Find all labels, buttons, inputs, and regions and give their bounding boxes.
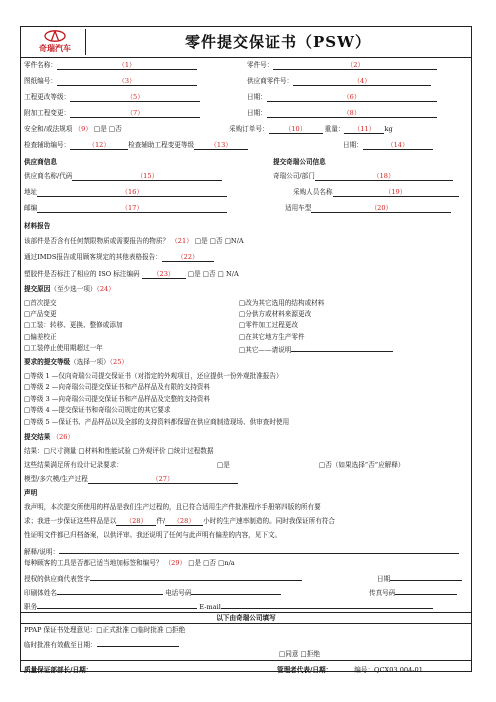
manager-sign: 管理者代表/日期： 编号：QCX03.004-01 [277,663,423,675]
row-add-change: 附加工程变更： （7） [24,109,200,118]
reasons-right-list [239,298,393,356]
aid-no-field[interactable]: （12） [70,141,128,150]
brand-name: 奇瑞汽车 [39,44,71,53]
fax-row: 传真号码 [369,586,457,598]
sign-date-field[interactable] [390,572,462,581]
chery-info-title: 提交奇瑞公司信息 [273,158,326,166]
materials-title: 材料报告 [24,222,51,230]
contact-row: 印刷体姓名 电话号码 [24,586,281,598]
position-field[interactable] [37,600,197,609]
reason-option[interactable]: □改为其它选用的结构或材料 [239,299,325,307]
reason-option[interactable]: □其它——请说明 [239,345,292,354]
reason-option[interactable]: □在其它地方生产零件 [239,332,305,341]
address-field[interactable]: （16） [37,188,227,197]
row-address: 地址 （16） [24,188,227,197]
materials-q3: 塑胶件是否标注了相应的 ISO 标注编码 （23） □是 □否 □ N/A [24,270,239,278]
row-vehicle: 适用车型 （20） [285,204,451,213]
row-safety: 安全和/或法规项 （9） □是 □否 [24,125,122,133]
declaration-p1: 我声明，本次提交所使用的样品是我们生产过程的，且已符合适用生产件批准程序手册第四版的所有要 [24,503,321,511]
email-field[interactable] [221,600,433,609]
row-part-no: 零件号： （2） [247,61,437,70]
fax-field[interactable] [395,586,457,595]
reason-option[interactable]: □产品变更 [24,310,57,319]
declaration-p3: 性证明文件都已归档备案，以供评审。我还说明了任何与此声明有偏差的内容，见下文。 [24,531,282,539]
level-option[interactable]: □等级 2 —向奇瑞公司提交保证书和产品样品及有限的支持资料 [24,383,211,392]
row-part-name: 零件名称： （1） [24,61,197,70]
temp-approval-row: 临时批准有效截至日期： [24,638,179,650]
reasons-title: 提交原因（至少选一项）（24） [24,285,115,293]
chery-dept-field[interactable]: （18） [315,172,453,181]
results-title: 提交结果 （26） [24,433,75,441]
imds-field[interactable]: （22） [162,253,214,262]
materials-q1: 该部件是否含有任何禁限物质或需要报告的物质？ （21） □是 □否 □N/A [24,237,244,245]
signature-row: 授权的供应商代表签字 [24,572,302,584]
form-header [21,27,471,58]
psw-form [20,26,472,672]
level-option[interactable]: □等级 1 —仅向奇瑞公司提交保证书（对指定的外观项目，还应提供一份外观批准报告） [24,372,283,380]
reason-option[interactable]: □零件加工过程更改 [239,321,298,330]
rate-pieces-field[interactable]: （28） [116,517,156,526]
process-field[interactable]: （27） [88,475,238,484]
postcode-field[interactable]: （17） [37,204,227,213]
row-date2: 日期： （8） [247,109,437,118]
materials-q2: 通过IMDS报告或用顾客规定的其他表格报告： （22） [24,253,214,262]
row-postcode: 邮编 （17） [24,204,227,213]
row-aid: 检查辅助编号： （12） 检查辅助工程变更等级 （13） [24,141,248,150]
rate-hours-field[interactable]: （28） [165,517,203,526]
row-supplier-name: 供应商名称/代码 （15） [24,172,222,181]
explanation: 解释/说明： [24,545,459,557]
materials-q3-options[interactable]: □是 □否 □ N/A [187,270,239,278]
results-yes[interactable]: □是 [217,461,230,469]
row-drawing-no: 图纸编号： （3） [24,77,197,86]
row-buyer: 采购人员名称 （19） [293,188,459,197]
temp-approval-date-field[interactable] [97,638,179,647]
supplier-info-title: 供应商信息 [24,158,57,166]
agree-options[interactable]: □同意 □拒绝 [279,650,320,658]
results-no[interactable]: □否（如果选择“否”应解释） [319,461,405,469]
results-design-req: 这些结果满足所有设计记录要求： [24,461,123,469]
eng-change-field[interactable]: （5） [70,93,200,102]
divider [21,660,471,661]
row-chery-dept: 奇瑞公司/部门 （18） [273,172,453,181]
chery-section-title: 以下由奇瑞公司填写 [216,614,276,622]
divider [21,623,471,624]
reason-option[interactable]: □分供方或材料来源更改 [239,310,312,319]
date1-field[interactable]: （6） [267,93,437,102]
print-name-field[interactable] [57,586,163,595]
safety-checkboxes[interactable]: □是 □否 [94,125,122,133]
aid-level-field[interactable]: （13） [194,141,248,150]
part-name-field[interactable]: （1） [57,61,197,70]
other-reason-field[interactable] [291,343,393,352]
level-option[interactable]: □等级 4 —提交保证书和奇瑞公司规定的其它要求 [24,406,171,415]
row-date1: 日期： （6） [247,93,437,102]
reason-option[interactable]: □偏差校正 [24,332,57,341]
row-date3: 日期： （14） [343,141,433,150]
reason-option[interactable]: □工装停止使用期超过一年 [24,343,103,352]
supplier-part-no-field[interactable]: （4） [293,77,431,86]
results-process: 模型/多穴模/生产过程 （27） [24,475,238,484]
row-po: 采购订单号： （10） 重量： （11） kg [229,125,393,133]
declaration-title: 声明 [24,489,38,497]
buyer-field[interactable]: （19） [333,188,459,197]
level-option[interactable]: □等级 3 —向奇瑞公司提交保证书和产品样品及完整的支持资料 [24,394,211,403]
weight-field[interactable]: （11） [344,125,384,134]
quality-sign: 质量保证部部长/日期： [24,663,186,675]
reason-option[interactable]: □首次提交 [24,299,57,307]
phone-field[interactable] [191,586,281,595]
sign-date-row: 日期 [377,572,462,584]
quality-sign-field[interactable] [92,663,186,672]
drawing-no-field[interactable]: （3） [57,77,197,86]
reason-option[interactable]: □工装：转移、更换、整修或添加 [24,321,123,330]
levels-list [24,371,289,428]
chery-emblem-icon [44,30,66,42]
explanation-field[interactable] [59,545,459,554]
tools-question: 每种顾客的工具是否都已适当地加标签和编号？ （29） □是 □否 □n/a [24,559,235,567]
iso-field[interactable]: （23） [142,270,186,279]
po-field[interactable]: （10） [269,125,323,134]
levels-title: 要求的提交等级（选择一项）（25） [24,358,128,366]
manager-sign-field[interactable] [332,663,346,672]
date2-field[interactable]: （8） [267,109,437,118]
supplier-name-field[interactable]: （15） [72,172,222,181]
materials-q1-options[interactable]: □是 □否 □N/A [194,237,244,245]
divider [21,612,471,613]
reasons-left-list [24,298,123,354]
chery-logo [25,29,86,55]
row-supplier-part-no: 供应商零件号： （4） [247,77,431,86]
ppap-disposition[interactable]: PPAP 保证书处理意见：□正式批准 □临时批准 □拒绝 [24,626,186,634]
date3-field[interactable]: （14） [363,141,433,150]
add-change-field[interactable]: （7） [70,109,200,118]
part-no-field[interactable]: （2） [273,61,437,70]
position-row: 职务 E-mail [24,600,433,612]
level-option[interactable]: □等级 5 —保证书、产品样品以及全部的支持资料都保留在供应商制造现场、供审查时使用 [24,417,290,426]
page-title: 零件提交保证书（PSW） [185,33,371,51]
signature-field[interactable] [90,572,302,581]
vehicle-field[interactable]: （20） [311,204,451,213]
tools-options[interactable]: □是 □否 □n/a [188,559,235,567]
results-options[interactable]: 结果：□尺寸测量 □材料和性能试验 □外观评价 □统计过程数据 [24,447,214,455]
declaration-p2: 求；我进一步保证这些样品是以 （28） 件/ （28） 小时的生产速率制造的。同时我保证所有符合 [24,517,336,525]
row-eng-change: 工程更改等级： （5） [24,93,200,102]
form-code: 编号：QCX03.004-01 [354,666,423,674]
